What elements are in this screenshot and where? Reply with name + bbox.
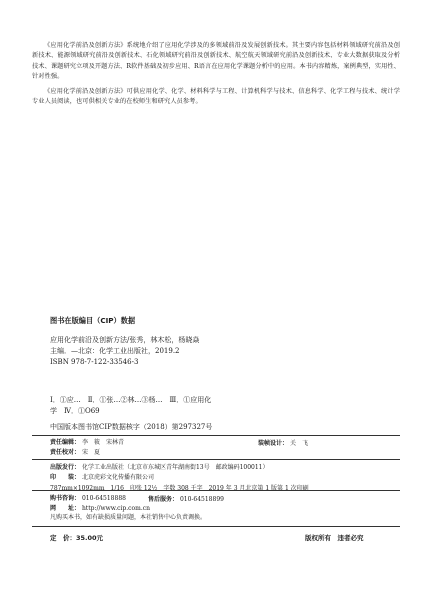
- rights-notice: 版权所有 违者必究: [305, 534, 364, 542]
- phone-label: 购书咨询：: [50, 495, 81, 502]
- book-introduction: [32, 41, 400, 111]
- service-value: 010-64518899: [179, 496, 224, 503]
- cip-number: 中国版本图书馆CIP数据核字（2018）第297327号: [50, 423, 213, 431]
- publishing-block: [50, 463, 400, 494]
- cip-isbn: ISBN 978-7-122-33546-3: [50, 358, 139, 366]
- print-spec: 787mm×1092mm 1/16 印张 12½ 字数 308 千字 2019 年 3 月北京第 1 版第 1 次印刷: [50, 485, 309, 492]
- cip-classification: [50, 395, 390, 417]
- print-value: 北京虎彩文化传播有限公司: [81, 473, 154, 481]
- divider: [32, 526, 400, 527]
- cip-title: 图书在版编目（CIP）数据: [50, 316, 136, 325]
- web-value: http://www.cip.com.cn: [81, 504, 150, 512]
- divider: [32, 435, 400, 436]
- design-credit: [258, 438, 308, 447]
- editor-value: 李 筱 宋林青: [81, 439, 124, 446]
- print-label: 印 装：: [50, 473, 81, 481]
- contact-block: [50, 494, 400, 523]
- editors-block: [50, 438, 390, 457]
- divider: [32, 459, 400, 460]
- exchange-notice: 凡购买本书，如有缺损质量问题，本社销售中心负责调换。: [50, 514, 207, 521]
- cip-record: [50, 335, 380, 368]
- web-label: 网 址：: [50, 504, 81, 512]
- after-sales: [148, 494, 224, 503]
- design-label: 装帧设计：: [258, 440, 289, 447]
- divider: [32, 490, 400, 491]
- proof-value: 宋 夏: [81, 448, 100, 456]
- design-value: 关 飞: [289, 440, 308, 447]
- service-label: 售后服务：: [148, 496, 179, 503]
- cip-class-line-2: 学 Ⅳ．①O69: [50, 407, 100, 415]
- cip-class-line-1: Ⅰ．①应… Ⅱ．①张…②林…③杨… Ⅲ．①应用化: [50, 396, 212, 404]
- publisher-value: 化学工业出版社（北京市东城区青年湖南街13号 邮政编码100011）: [81, 464, 269, 471]
- editor-label: 责任编辑：: [50, 439, 81, 446]
- intro-paragraph-2: 《应用化学前沿及创新方法》可供应用化学、化学、材料科学与工程、计算机科学与技术、信息科学、化学工程与技术、统计学专业人员阅读，也可供相关专业的在校师生和研究人员参考。: [32, 87, 400, 106]
- publisher-label: 出版发行：: [50, 464, 81, 471]
- phone-value: 010-64518888: [81, 495, 126, 502]
- cip-line-2: 主编．—北京：化学工业出版社，2019.2: [50, 347, 180, 355]
- cip-line-1: 应用化学前沿及创新方法/张秀，林木松，杨晓焱: [50, 336, 200, 344]
- proof-label: 责任校对：: [50, 448, 81, 456]
- intro-paragraph-1: 《应用化学前沿及创新方法》系统地介绍了应用化学涉及的多领域前沿及发展创新技术。其主要内容包括材料领域研究前沿及创新技术、能源领域研究前沿及创新技术、石化领域研究前沿及创新技术、航空航天领域研究前沿及创新技术、专业大数据获取及分析技术、课题研究立项及开题方法、R软件基础及初步应用、R语言在应用化学课题分析中的应用。本书内容精炼，案例典型，实用性、针对性强。: [32, 42, 400, 81]
- price: 定 价：35.00元: [50, 534, 104, 542]
